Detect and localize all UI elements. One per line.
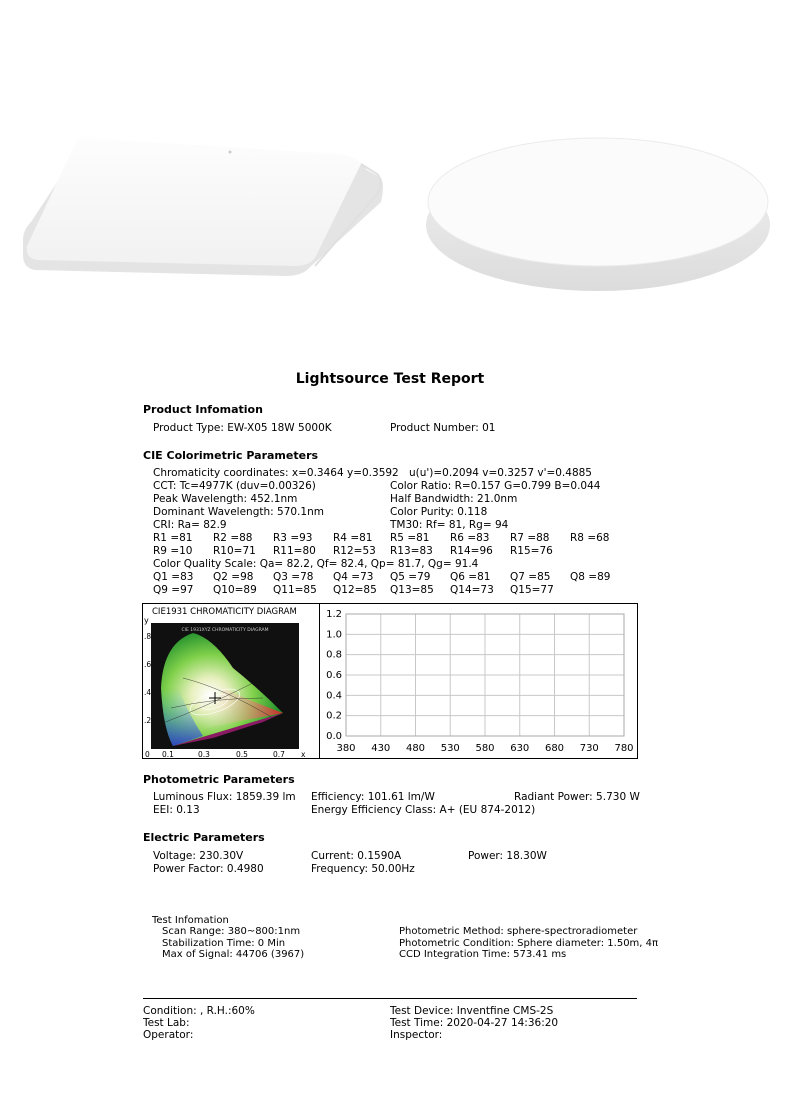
r-value: R1 =81 — [153, 532, 193, 544]
peak-wavelength: Peak Wavelength: 452.1nm — [153, 493, 298, 505]
q-value: Q4 =73 — [333, 571, 374, 583]
cie-x-tick: 0 — [145, 750, 150, 758]
x-tick-label: 730 — [579, 743, 599, 754]
x-tick-label: 480 — [405, 743, 426, 754]
r-value: R4 =81 — [333, 532, 373, 544]
y-tick-label: 1.2 — [326, 609, 342, 620]
r-value: R5 =81 — [390, 532, 430, 544]
chromaticity-coordinates: Chromaticity coordinates: x=0.3464 y=0.3592 — [153, 467, 399, 479]
q-value: Q11=85 — [273, 584, 317, 596]
current: Current: 0.1590A — [311, 850, 402, 862]
spectrum-chart — [320, 604, 634, 756]
footer-operator: Operator: — [143, 1029, 194, 1041]
scan-range: Scan Range: 380~800:1nm — [162, 926, 301, 937]
color-purity: Color Purity: 0.118 — [390, 506, 488, 518]
q-value: Q6 =81 — [450, 571, 491, 583]
r-value: R3 =93 — [273, 532, 313, 544]
tm30: TM30: Rf= 81, Rg= 94 — [390, 519, 509, 531]
q-value: Q10=89 — [213, 584, 257, 596]
cie-diagram — [143, 618, 318, 758]
power: Power: 18.30W — [468, 850, 547, 862]
cie-x-tick: 0.3 — [198, 750, 210, 758]
x-tick-label: 430 — [371, 743, 391, 754]
y-tick-label: 0.8 — [326, 649, 342, 661]
efficiency: Efficiency: 101.61 lm/W — [311, 791, 435, 803]
power-factor: Power Factor: 0.4980 — [153, 863, 264, 875]
q-value: Q14=73 — [450, 584, 494, 596]
uv-coordinates: u(u')=0.2094 v=0.3257 v'=0.4885 — [409, 467, 592, 479]
footer-divider — [143, 998, 637, 999]
x-tick-label: 680 — [544, 743, 565, 754]
round-ceiling-light-image — [420, 130, 775, 295]
footer-condition: Condition: , R.H.:60% — [143, 1005, 255, 1017]
cie-heading: CIE Colorimetric Parameters — [143, 449, 319, 462]
x-tick-label: 380 — [336, 743, 356, 754]
product-type: Product Type: EW-X05 18W 5000K — [153, 422, 332, 434]
product-info-heading: Product Infomation — [143, 403, 263, 416]
y-tick-label: 0.6 — [326, 670, 342, 681]
y-tick-label: 0.2 — [326, 710, 342, 722]
color-quality-scale: Color Quality Scale: Qa= 82.2, Qf= 82.4, Qp= 81.7, Qg= 91.4 — [153, 558, 479, 570]
cie-x-tick: 0.1 — [162, 750, 174, 758]
q-value: Q15=77 — [510, 584, 554, 596]
voltage: Voltage: 230.30V — [153, 850, 244, 862]
q-value: Q9 =97 — [153, 584, 194, 596]
square-ceiling-light-image — [15, 130, 385, 280]
photometric-condition: Photometric Condition: Sphere diameter: 1.50m, 4π — [399, 938, 659, 949]
r-value: R11=80 — [273, 545, 316, 557]
q-value: Q13=85 — [390, 584, 434, 596]
cie-y-label: y — [144, 618, 149, 625]
q-value: Q7 =85 — [510, 571, 551, 583]
eei: EEI: 0.13 — [153, 804, 200, 816]
report-title: Lightsource Test Report — [295, 371, 485, 387]
cie-x-label: x — [301, 750, 306, 758]
electric-heading: Electric Parameters — [143, 831, 265, 844]
product-number: Product Number: 01 — [390, 422, 496, 434]
frequency: Frequency: 50.00Hz — [311, 863, 415, 875]
cct: CCT: Tc=4977K (duv=0.00326) — [153, 480, 316, 492]
r-value: R12=53 — [333, 545, 376, 557]
cie-inner-title: CIE 1931XYZ CHROMATICITY DIAGRAM — [181, 628, 269, 633]
half-bandwidth: Half Bandwidth: 21.0nm — [390, 493, 518, 505]
y-tick-label: 1.0 — [326, 629, 342, 641]
cie-x-tick: 0.5 — [236, 750, 248, 758]
radiant-power: Radiant Power: 5.730 W — [514, 791, 640, 803]
cie-x-tick: 0.7 — [273, 750, 285, 758]
footer-test-time: Test Time: 2020-04-27 14:36:20 — [390, 1017, 559, 1029]
r-value: R2 =88 — [213, 532, 253, 544]
photometric-heading: Photometric Parameters — [143, 773, 295, 786]
ccd-integration-time: CCD Integration Time: 573.41 ms — [399, 949, 567, 960]
footer-test-lab: Test Lab: — [143, 1017, 190, 1029]
test-info-heading: Test Infomation — [152, 915, 229, 926]
energy-efficiency-class: Energy Efficiency Class: A+ (EU 874-2012) — [311, 804, 536, 816]
r-value: R9 =10 — [153, 545, 193, 557]
q-value: Q5 =79 — [390, 571, 431, 583]
dominant-wavelength: Dominant Wavelength: 570.1nm — [153, 506, 324, 518]
x-tick-label: 530 — [440, 743, 460, 754]
y-tick-label: 0.4 — [326, 690, 342, 702]
stabilization-time: Stabilization Time: 0 Min — [162, 938, 286, 949]
r-value: R10=71 — [213, 545, 256, 557]
x-tick-label: 780 — [614, 743, 634, 754]
x-tick-label: 580 — [475, 743, 495, 754]
footer-test-device: Test Device: Inventfine CMS-2S — [390, 1005, 554, 1017]
cri: CRI: Ra= 82.9 — [153, 519, 227, 531]
r-value: R14=96 — [450, 545, 493, 557]
r-value: R13=83 — [390, 545, 433, 557]
r-value: R6 =83 — [450, 532, 490, 544]
r-value: R15=76 — [510, 545, 553, 557]
cie-y-tick: .8 — [144, 632, 152, 641]
r-value: R8 =68 — [570, 532, 610, 544]
q-value: Q8 =89 — [570, 571, 611, 583]
q-value: Q3 =78 — [273, 571, 314, 583]
y-tick-label: 0.0 — [326, 731, 342, 742]
footer-inspector: Inspector: — [390, 1029, 443, 1041]
q-value: Q12=85 — [333, 584, 377, 596]
cie-diagram-title: CIE1931 CHROMATICITY DIAGRAM — [152, 607, 297, 617]
color-ratio: Color Ratio: R=0.157 G=0.799 B=0.044 — [390, 480, 601, 492]
cie-y-tick: .2 — [144, 716, 152, 725]
r-value: R7 =88 — [510, 532, 550, 544]
max-of-signal: Max of Signal: 44706 (3967) — [162, 949, 305, 960]
cie-y-tick: .4 — [144, 688, 152, 697]
q-value: Q1 =83 — [153, 571, 194, 583]
x-tick-label: 630 — [510, 743, 530, 754]
cie-y-tick: .6 — [144, 660, 152, 669]
photometric-method: Photometric Method: sphere-spectroradiometer — [399, 926, 638, 937]
q-value: Q2 =98 — [213, 571, 254, 583]
luminous-flux: Luminous Flux: 1859.39 lm — [153, 791, 296, 803]
